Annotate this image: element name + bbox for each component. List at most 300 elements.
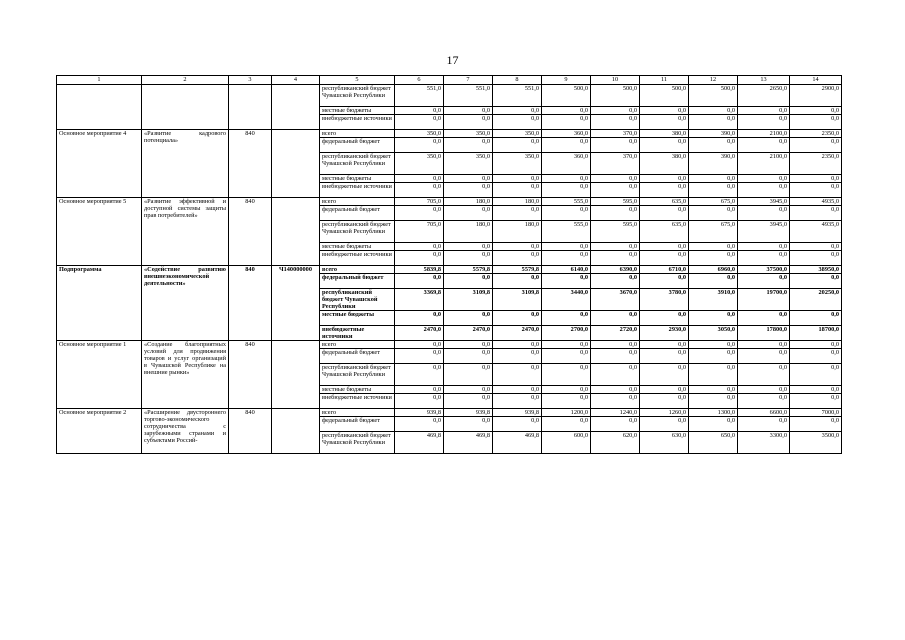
amount-cell: 6960,0	[689, 266, 738, 274]
amount-cell: 0,0	[689, 175, 738, 183]
amount-cell: 0,0	[542, 349, 591, 364]
amount-cell: 0,0	[689, 364, 738, 386]
amount-cell: 0,0	[790, 364, 842, 386]
amount-cell: 2470,0	[493, 326, 542, 341]
amount-cell: 0,0	[640, 386, 689, 394]
column-number-5: 5	[320, 76, 395, 85]
grbs-code: 840	[229, 341, 272, 409]
amount-cell: 0,0	[444, 341, 493, 349]
target-article-code	[272, 198, 320, 266]
amount-cell: 0,0	[493, 138, 542, 153]
grbs-code: 840	[229, 198, 272, 266]
amount-cell: 3500,0	[790, 432, 842, 454]
amount-cell: 0,0	[738, 206, 790, 221]
amount-cell: 0,0	[689, 243, 738, 251]
amount-cell: 380,0	[640, 130, 689, 138]
table-row	[57, 409, 842, 417]
amount-cell: 0,0	[591, 115, 640, 130]
target-article-code: Ч140000000	[272, 266, 320, 341]
amount-cell: 6390,0	[591, 266, 640, 274]
column-number-9: 9	[542, 76, 591, 85]
amount-cell: 0,0	[790, 243, 842, 251]
amount-cell: 1260,0	[640, 409, 689, 417]
amount-cell: 0,0	[542, 115, 591, 130]
amount-cell: 0,0	[444, 183, 493, 198]
amount-cell: 20250,0	[790, 289, 842, 311]
amount-cell: 0,0	[591, 183, 640, 198]
amount-cell: 0,0	[444, 175, 493, 183]
amount-cell: 0,0	[640, 311, 689, 326]
amount-cell: 0,0	[493, 386, 542, 394]
table-row	[57, 130, 842, 138]
amount-cell: 370,0	[591, 153, 640, 175]
funding-source: федеральный бюджет	[320, 138, 395, 153]
amount-cell: 0,0	[395, 206, 444, 221]
amount-cell: 0,0	[444, 206, 493, 221]
amount-cell: 500,0	[640, 85, 689, 107]
page-number: 17	[446, 53, 459, 67]
amount-cell: 551,0	[493, 85, 542, 107]
amount-cell: 7000,0	[790, 409, 842, 417]
amount-cell: 0,0	[395, 341, 444, 349]
amount-cell: 0,0	[738, 386, 790, 394]
amount-cell: 0,0	[689, 274, 738, 289]
amount-cell: 0,0	[542, 386, 591, 394]
funding-source: всего	[320, 341, 395, 349]
row-title: «Содействие развитию внешнеэкономической деятельности»	[142, 266, 229, 341]
row-title: «Развитие эффективной и доступной системы защиты прав потребителей»	[142, 198, 229, 266]
column-number-14: 14	[790, 76, 842, 85]
amount-cell: 0,0	[493, 341, 542, 349]
amount-cell: 0,0	[395, 394, 444, 409]
amount-cell: 0,0	[790, 251, 842, 266]
amount-cell: 0,0	[444, 138, 493, 153]
row-title	[142, 85, 229, 130]
target-article-code	[272, 409, 320, 454]
amount-cell: 390,0	[689, 130, 738, 138]
amount-cell: 0,0	[640, 349, 689, 364]
amount-cell: 2350,0	[790, 130, 842, 138]
funding-source: республиканский бюджет Чувашской Республики	[320, 432, 395, 454]
amount-cell: 0,0	[738, 183, 790, 198]
funding-source: внебюджетные источники	[320, 394, 395, 409]
amount-cell: 0,0	[444, 107, 493, 115]
amount-cell: 2930,0	[640, 326, 689, 341]
row-name: Основное мероприятие 1	[57, 341, 142, 409]
amount-cell: 939,8	[444, 409, 493, 417]
amount-cell: 0,0	[689, 183, 738, 198]
column-number-11: 11	[640, 76, 689, 85]
row-name: Основное мероприятие 5	[57, 198, 142, 266]
amount-cell: 180,0	[444, 221, 493, 243]
amount-cell: 0,0	[790, 341, 842, 349]
amount-cell: 2100,0	[738, 153, 790, 175]
amount-cell: 0,0	[790, 274, 842, 289]
amount-cell: 3109,8	[444, 289, 493, 311]
funding-source: республиканский бюджет Чувашской Республики	[320, 85, 395, 107]
amount-cell: 370,0	[591, 130, 640, 138]
amount-cell: 3670,0	[591, 289, 640, 311]
amount-cell: 0,0	[395, 364, 444, 386]
amount-cell: 0,0	[444, 311, 493, 326]
amount-cell: 595,0	[591, 198, 640, 206]
amount-cell: 0,0	[790, 183, 842, 198]
amount-cell: 2470,0	[395, 326, 444, 341]
funding-source: всего	[320, 198, 395, 206]
amount-cell: 0,0	[738, 417, 790, 432]
amount-cell: 0,0	[738, 274, 790, 289]
amount-cell: 6600,0	[738, 409, 790, 417]
funding-source: всего	[320, 266, 395, 274]
amount-cell: 0,0	[640, 417, 689, 432]
amount-cell: 0,0	[591, 206, 640, 221]
table-row	[57, 266, 842, 274]
amount-cell: 0,0	[493, 243, 542, 251]
amount-cell: 0,0	[591, 341, 640, 349]
amount-cell: 0,0	[444, 349, 493, 364]
amount-cell: 0,0	[591, 311, 640, 326]
funding-source: внебюджетные источники	[320, 115, 395, 130]
amount-cell: 0,0	[395, 107, 444, 115]
table-body	[57, 76, 842, 454]
amount-cell: 0,0	[738, 251, 790, 266]
column-number-12: 12	[689, 76, 738, 85]
amount-cell: 3109,8	[493, 289, 542, 311]
amount-cell: 38950,0	[790, 266, 842, 274]
amount-cell: 600,0	[542, 432, 591, 454]
amount-cell: 620,0	[591, 432, 640, 454]
amount-cell: 2100,0	[738, 130, 790, 138]
amount-cell: 3945,0	[738, 221, 790, 243]
amount-cell: 0,0	[493, 175, 542, 183]
amount-cell: 0,0	[493, 206, 542, 221]
amount-cell: 0,0	[738, 341, 790, 349]
row-name: Основное мероприятие 4	[57, 130, 142, 198]
funding-source: федеральный бюджет	[320, 349, 395, 364]
amount-cell: 5839,8	[395, 266, 444, 274]
amount-cell: 0,0	[542, 107, 591, 115]
amount-cell: 37500,0	[738, 266, 790, 274]
amount-cell: 2470,0	[444, 326, 493, 341]
amount-cell: 0,0	[591, 394, 640, 409]
amount-cell: 0,0	[591, 386, 640, 394]
amount-cell: 1200,0	[542, 409, 591, 417]
amount-cell: 0,0	[738, 107, 790, 115]
amount-cell: 500,0	[689, 85, 738, 107]
column-number-2: 2	[142, 76, 229, 85]
amount-cell: 0,0	[395, 183, 444, 198]
amount-cell: 18700,0	[790, 326, 842, 341]
funding-source: местные бюджеты	[320, 243, 395, 251]
amount-cell: 6140,0	[542, 266, 591, 274]
amount-cell: 551,0	[395, 85, 444, 107]
amount-cell: 0,0	[689, 138, 738, 153]
amount-cell: 595,0	[591, 221, 640, 243]
funding-source: всего	[320, 409, 395, 417]
amount-cell: 19700,0	[738, 289, 790, 311]
amount-cell: 469,8	[444, 432, 493, 454]
amount-cell: 0,0	[591, 243, 640, 251]
amount-cell: 0,0	[395, 274, 444, 289]
amount-cell: 0,0	[738, 394, 790, 409]
amount-cell: 0,0	[738, 175, 790, 183]
budget-table	[56, 75, 842, 454]
grbs-code: 840	[229, 266, 272, 341]
amount-cell: 3945,0	[738, 198, 790, 206]
amount-cell: 0,0	[493, 417, 542, 432]
amount-cell: 0,0	[790, 394, 842, 409]
funding-source: местные бюджеты	[320, 107, 395, 115]
amount-cell: 555,0	[542, 221, 591, 243]
amount-cell: 2350,0	[790, 153, 842, 175]
amount-cell: 360,0	[542, 130, 591, 138]
amount-cell: 5579,8	[493, 266, 542, 274]
amount-cell: 0,0	[640, 175, 689, 183]
amount-cell: 350,0	[493, 153, 542, 175]
amount-cell: 0,0	[689, 311, 738, 326]
amount-cell: 0,0	[542, 417, 591, 432]
amount-cell: 0,0	[542, 274, 591, 289]
table-row	[57, 198, 842, 206]
amount-cell: 0,0	[591, 138, 640, 153]
amount-cell: 6710,0	[640, 266, 689, 274]
amount-cell: 0,0	[640, 115, 689, 130]
target-article-code	[272, 341, 320, 409]
amount-cell: 0,0	[542, 175, 591, 183]
amount-cell: 0,0	[395, 251, 444, 266]
amount-cell: 469,8	[493, 432, 542, 454]
row-name: Подпрограмма	[57, 266, 142, 341]
amount-cell: 360,0	[542, 153, 591, 175]
amount-cell: 0,0	[444, 251, 493, 266]
amount-cell: 551,0	[444, 85, 493, 107]
amount-cell: 0,0	[395, 349, 444, 364]
amount-cell: 350,0	[493, 130, 542, 138]
amount-cell: 0,0	[640, 206, 689, 221]
amount-cell: 350,0	[444, 153, 493, 175]
amount-cell: 0,0	[542, 251, 591, 266]
amount-cell: 0,0	[640, 251, 689, 266]
amount-cell: 0,0	[493, 251, 542, 266]
amount-cell: 0,0	[790, 206, 842, 221]
amount-cell: 0,0	[591, 274, 640, 289]
column-number-1: 1	[57, 76, 142, 85]
amount-cell: 0,0	[738, 138, 790, 153]
amount-cell: 0,0	[542, 206, 591, 221]
column-number-6: 6	[395, 76, 444, 85]
column-number-8: 8	[493, 76, 542, 85]
amount-cell: 390,0	[689, 153, 738, 175]
amount-cell: 0,0	[689, 115, 738, 130]
amount-cell: 0,0	[689, 341, 738, 349]
column-number-4: 4	[272, 76, 320, 85]
row-title: «Развитие кадрового потенциала»	[142, 130, 229, 198]
amount-cell: 555,0	[542, 198, 591, 206]
funding-source: внебюджетные источники	[320, 183, 395, 198]
column-number-row	[57, 76, 842, 85]
amount-cell: 0,0	[790, 115, 842, 130]
amount-cell: 0,0	[493, 115, 542, 130]
amount-cell: 500,0	[542, 85, 591, 107]
amount-cell: 0,0	[790, 386, 842, 394]
amount-cell: 675,0	[689, 198, 738, 206]
column-number-10: 10	[591, 76, 640, 85]
budget-table-container	[56, 75, 842, 454]
amount-cell: 0,0	[395, 175, 444, 183]
amount-cell: 2900,0	[790, 85, 842, 107]
amount-cell: 0,0	[542, 364, 591, 386]
amount-cell: 0,0	[444, 274, 493, 289]
amount-cell: 3910,0	[689, 289, 738, 311]
amount-cell: 0,0	[542, 341, 591, 349]
table-row	[57, 341, 842, 349]
amount-cell: 2720,0	[591, 326, 640, 341]
amount-cell: 350,0	[395, 130, 444, 138]
amount-cell: 0,0	[640, 107, 689, 115]
amount-cell: 0,0	[444, 115, 493, 130]
amount-cell: 0,0	[790, 138, 842, 153]
amount-cell: 0,0	[444, 364, 493, 386]
amount-cell: 180,0	[493, 198, 542, 206]
column-number-3: 3	[229, 76, 272, 85]
grbs-code	[229, 85, 272, 130]
amount-cell: 0,0	[689, 386, 738, 394]
funding-source: республиканский бюджет Чувашской Республики	[320, 289, 395, 311]
target-article-code	[272, 130, 320, 198]
amount-cell: 0,0	[640, 341, 689, 349]
amount-cell: 0,0	[493, 107, 542, 115]
funding-source: федеральный бюджет	[320, 206, 395, 221]
amount-cell: 0,0	[493, 274, 542, 289]
amount-cell: 0,0	[395, 311, 444, 326]
amount-cell: 0,0	[640, 138, 689, 153]
amount-cell: 939,8	[493, 409, 542, 417]
amount-cell: 0,0	[444, 417, 493, 432]
amount-cell: 0,0	[591, 251, 640, 266]
amount-cell: 0,0	[444, 243, 493, 251]
amount-cell: 0,0	[689, 206, 738, 221]
funding-source: федеральный бюджет	[320, 274, 395, 289]
amount-cell: 0,0	[591, 175, 640, 183]
amount-cell: 17800,0	[738, 326, 790, 341]
amount-cell: 0,0	[640, 183, 689, 198]
amount-cell: 0,0	[395, 115, 444, 130]
column-number-7: 7	[444, 76, 493, 85]
amount-cell: 0,0	[689, 394, 738, 409]
amount-cell: 0,0	[542, 243, 591, 251]
amount-cell: 0,0	[493, 394, 542, 409]
row-name	[57, 85, 142, 130]
amount-cell: 180,0	[444, 198, 493, 206]
amount-cell: 469,8	[395, 432, 444, 454]
amount-cell: 0,0	[689, 107, 738, 115]
column-number-13: 13	[738, 76, 790, 85]
amount-cell: 675,0	[689, 221, 738, 243]
amount-cell: 0,0	[689, 251, 738, 266]
amount-cell: 3300,0	[738, 432, 790, 454]
amount-cell: 0,0	[542, 138, 591, 153]
amount-cell: 0,0	[738, 364, 790, 386]
amount-cell: 0,0	[542, 311, 591, 326]
amount-cell: 1300,0	[689, 409, 738, 417]
amount-cell: 500,0	[591, 85, 640, 107]
amount-cell: 0,0	[790, 175, 842, 183]
amount-cell: 0,0	[395, 417, 444, 432]
amount-cell: 705,0	[395, 198, 444, 206]
target-article-code	[272, 85, 320, 130]
amount-cell: 0,0	[493, 183, 542, 198]
funding-source: республиканский бюджет Чувашской Республики	[320, 221, 395, 243]
amount-cell: 939,8	[395, 409, 444, 417]
amount-cell: 0,0	[591, 349, 640, 364]
row-title: «Расширение двустороннего торгово-экономического сотрудничества с зарубежными странами и субъектами Россий-	[142, 409, 229, 454]
amount-cell: 3050,0	[689, 326, 738, 341]
amount-cell: 2700,0	[542, 326, 591, 341]
amount-cell: 0,0	[640, 394, 689, 409]
amount-cell: 350,0	[395, 153, 444, 175]
funding-source: внебюджетные источники	[320, 251, 395, 266]
amount-cell: 1240,0	[591, 409, 640, 417]
amount-cell: 0,0	[591, 364, 640, 386]
amount-cell: 0,0	[790, 417, 842, 432]
funding-source: местные бюджеты	[320, 175, 395, 183]
amount-cell: 0,0	[738, 115, 790, 130]
amount-cell: 0,0	[493, 311, 542, 326]
amount-cell: 0,0	[591, 107, 640, 115]
grbs-code: 840	[229, 409, 272, 454]
funding-source: федеральный бюджет	[320, 417, 395, 432]
amount-cell: 0,0	[640, 364, 689, 386]
funding-source: местные бюджеты	[320, 386, 395, 394]
amount-cell: 635,0	[640, 221, 689, 243]
amount-cell: 0,0	[689, 349, 738, 364]
amount-cell: 0,0	[444, 394, 493, 409]
amount-cell: 0,0	[542, 183, 591, 198]
amount-cell: 0,0	[395, 138, 444, 153]
amount-cell: 0,0	[640, 243, 689, 251]
amount-cell: 5579,8	[444, 266, 493, 274]
amount-cell: 0,0	[395, 386, 444, 394]
row-name: Основное мероприятие 2	[57, 409, 142, 454]
amount-cell: 705,0	[395, 221, 444, 243]
amount-cell: 0,0	[790, 311, 842, 326]
amount-cell: 180,0	[493, 221, 542, 243]
funding-source: местные бюджеты	[320, 311, 395, 326]
amount-cell: 350,0	[444, 130, 493, 138]
amount-cell: 0,0	[738, 349, 790, 364]
amount-cell: 4935,0	[790, 221, 842, 243]
amount-cell: 0,0	[738, 243, 790, 251]
funding-source: республиканский бюджет Чувашской Республики	[320, 153, 395, 175]
amount-cell: 0,0	[444, 386, 493, 394]
amount-cell: 0,0	[790, 107, 842, 115]
amount-cell: 635,0	[640, 198, 689, 206]
amount-cell: 0,0	[640, 274, 689, 289]
funding-source: всего	[320, 130, 395, 138]
amount-cell: 3369,8	[395, 289, 444, 311]
row-title: «Создание благоприятных условий для продвижения товаров и услуг организаций в Чувашской Республике на внешние рынки»	[142, 341, 229, 409]
amount-cell: 2650,0	[738, 85, 790, 107]
funding-source: республиканский бюджет Чувашской Республики	[320, 364, 395, 386]
grbs-code: 840	[229, 130, 272, 198]
amount-cell: 3780,0	[640, 289, 689, 311]
table-row	[57, 85, 842, 107]
amount-cell: 0,0	[738, 311, 790, 326]
amount-cell: 0,0	[493, 364, 542, 386]
amount-cell: 0,0	[542, 394, 591, 409]
amount-cell: 0,0	[493, 349, 542, 364]
amount-cell: 0,0	[689, 417, 738, 432]
